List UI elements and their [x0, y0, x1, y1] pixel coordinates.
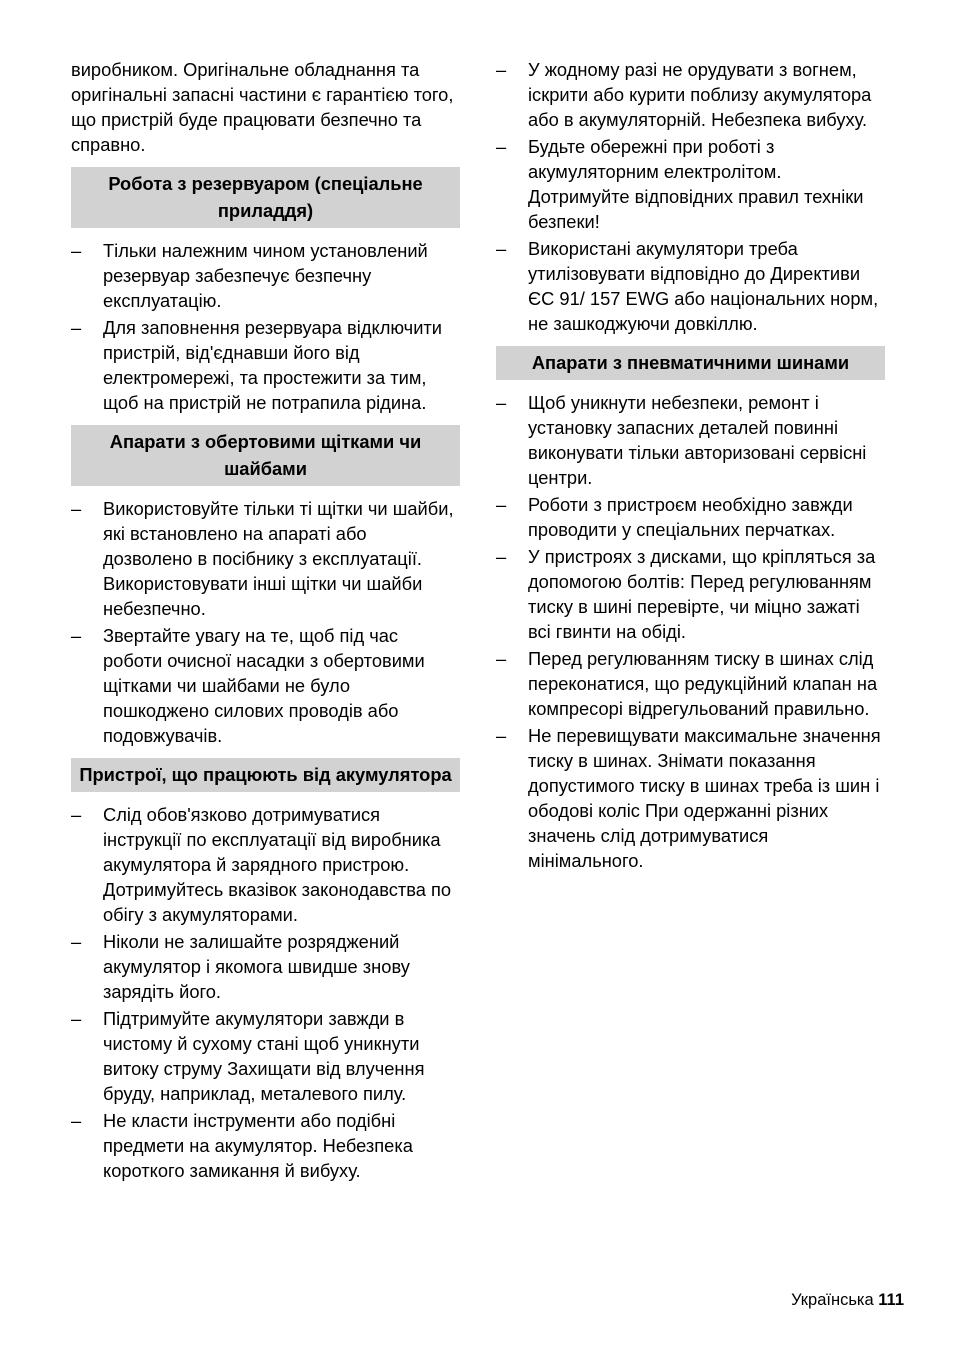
list-item: – Для заповнення резервуара відключити пристрій, від'єднавши його від електромережі, та простежити за тим, щоб на пристрій не потрапила рідина.: [71, 317, 442, 413]
section-heading-tyres: Апарати з пневматичними шинами: [496, 346, 885, 380]
list-item: – Ніколи не залишайте розряджений акумулятор і якомога швидше знову зарядіть його.: [71, 931, 410, 1002]
dash-bullet: –: [71, 625, 82, 646]
list-item: – Не перевищувати максимальне значення тиску в шинах. Знімати показання допустимого тиску в шинах треба із шин і ободові коліс При одержанні різних значень слід дотримуватися мінімального.: [496, 725, 881, 871]
list-item: – У жодному разі не орудувати з вогнем, іскрити або курити поблизу акумулятора або в акумуляторній. Небезпека вибуху.: [496, 59, 872, 130]
dash-bullet: –: [496, 392, 507, 413]
dash-bullet: –: [496, 648, 507, 669]
dash-bullet: –: [71, 1110, 82, 1131]
list-item: – Використовуйте тільки ті щітки чи шайби, які встановлено на апараті або дозволено в посібнику з експлуатації. Використовувати інші щітки чи шайби небезпечно.: [71, 498, 454, 619]
dash-bullet: –: [496, 59, 507, 80]
list-item: – Не класти інструменти або подібні предмети на акумулятор. Небезпека короткого замикання й вибуху.: [71, 1110, 413, 1181]
dash-bullet: –: [496, 238, 507, 259]
section-list-tank: [71, 238, 460, 415]
list-item: – Слід обов'язково дотримуватися інструкції по експлуатації від виробника акумулятора й зарядного пристрою. Дотримуйтесь вказівок законодавства по обігу з акумуляторами.: [71, 804, 452, 925]
list-item: – Звертайте увагу на те, щоб під час роботи очисної насадки з обертовими щітками чи шайбами не було пошкоджено силових проводів або подовжувачів.: [71, 625, 425, 746]
list-item: – У пристроях з дисками, що кріпляться за допомогою болтів: Перед регулюванням тиску в шині перевірте, чи міцно зажаті всі гвинти на обіді.: [496, 546, 876, 642]
section-heading-battery: Пристрої, що працюють від акумулятора: [71, 758, 460, 792]
intro-paragraph: виробником. Оригінальне обладнання та оригінальні запасні частини є гарантією того, що пристрій буде працювати безпечно та справно.: [71, 59, 454, 155]
list-item: – Роботи з пристроєм необхідно завжди проводити у спеціальних перчатках.: [496, 494, 853, 540]
left-column: [71, 57, 460, 1185]
page-footer: [791, 1289, 904, 1311]
list-item: – Тільки належним чином установлений резервуар забезпечує безпечну експлуатацію.: [71, 240, 428, 311]
list-item: – Перед регулюванням тиску в шинах слід переконатися, що редукційний клапан на компресорі відрегульований правильно.: [496, 648, 878, 719]
battery-continued-list: [496, 57, 885, 336]
page-number: 111: [878, 1291, 904, 1309]
dash-bullet: –: [71, 804, 82, 825]
section-heading-tank: Робота з резервуаром (спеціальне приладдя): [71, 167, 460, 228]
list-item: – Підтримуйте акумулятори завжди в чистому й сухому стані щоб уникнути витоку струму Захищати від влучення бруду, наприклад, металевого пилу.: [71, 1008, 425, 1104]
dash-bullet: –: [71, 498, 82, 519]
section-list-brushes: [71, 496, 460, 748]
section-heading-brushes: Апарати з обертовими щітками чи шайбами: [71, 425, 460, 486]
footer-language: Українська: [791, 1291, 874, 1309]
dash-bullet: –: [71, 240, 82, 261]
dash-bullet: –: [71, 1008, 82, 1029]
dash-bullet: –: [71, 931, 82, 952]
dash-bullet: –: [496, 725, 507, 746]
section-list-battery: [71, 802, 460, 1183]
right-column: [496, 57, 885, 875]
dash-bullet: –: [71, 317, 82, 338]
list-item: – Використані акумулятори треба утилізовувати відповідно до Директиви ЄС 91/ 157 EWG або національних норм, не зашкоджуючи довкіллю.: [496, 238, 879, 334]
list-item: – Щоб уникнути небезпеки, ремонт і установку запасних деталей повинні виконувати тільки авторизовані сервісні центри.: [496, 392, 867, 488]
dash-bullet: –: [496, 494, 507, 515]
dash-bullet: –: [496, 136, 507, 157]
dash-bullet: –: [496, 546, 507, 567]
list-item: – Будьте обережні при роботі з акумуляторним електролітом. Дотримуйте відповідних правил техніки безпеки!: [496, 136, 864, 232]
section-list-tyres: [496, 390, 885, 873]
